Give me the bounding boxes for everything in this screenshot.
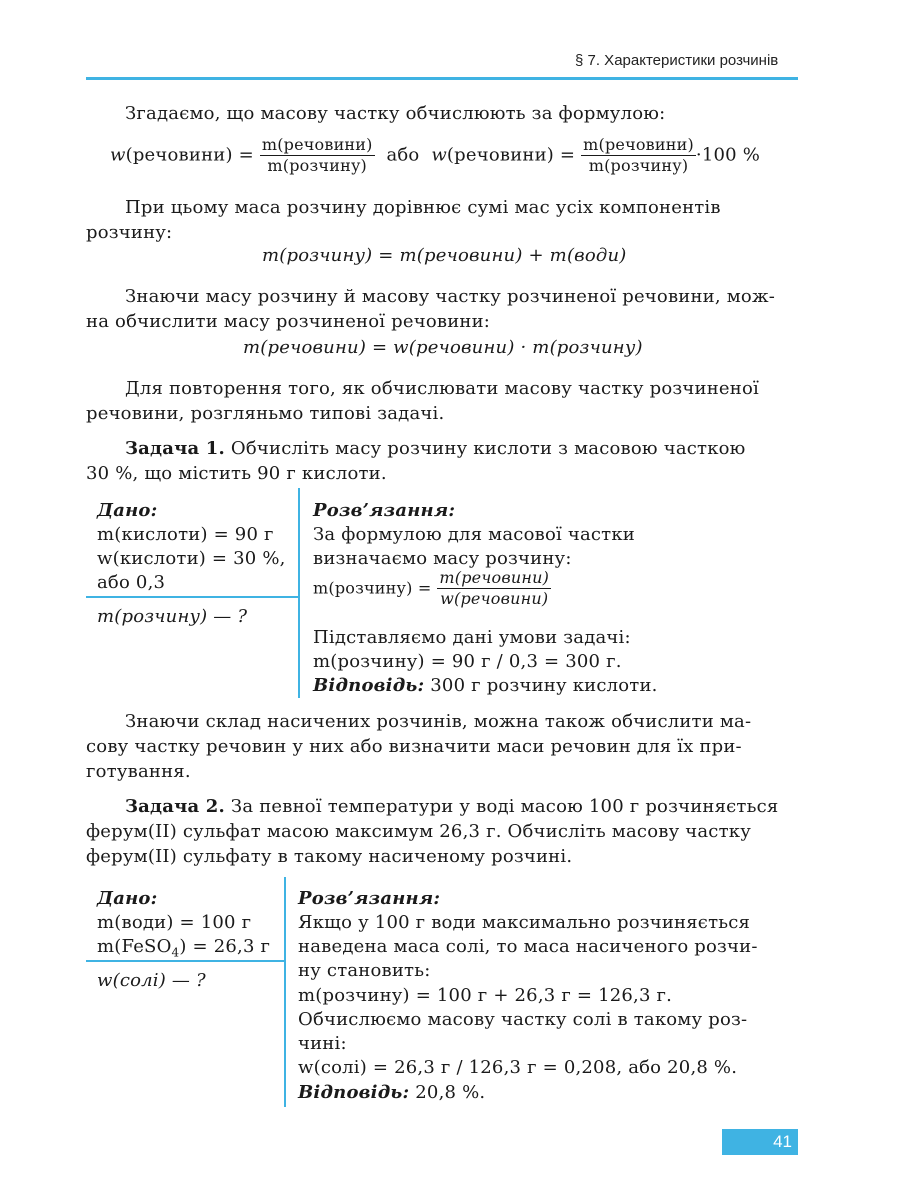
task1-sol-formula: m(розчину) = $\frac{\text{m(речовини)}}{\text{w(речовини)}}$ [313,568,550,608]
task1-solution-label: Розв’язання: [313,500,456,521]
intro-text: Згадаємо, що масову частку обчислюють за формулою: [125,103,666,124]
task2-solution-label: Розв’язання: [298,888,441,909]
para5-line2: сову частку речовин у них або визначити маси речовин для їх при- [86,736,742,757]
task1-column-divider [298,488,300,698]
para2-line2: розчину: [86,222,173,243]
para3-line2: на обчислити масу розчиненої речовини: [86,311,491,332]
task2-sol-4: m(розчину) = 100 г + 26,3 г = 126,3 г. [298,985,673,1006]
para4-line2: речовини, розгляньмо типові задачі. [86,403,445,424]
task2-given-label: Дано: [97,888,158,909]
solution-mass-formula: m(розчину) = m(речовини) + m(води) [262,245,627,266]
solute-mass-formula: m(речовини) = w(речовини) · m(розчину) [243,337,643,358]
task1-given-1: m(кислоти) = 90 г [97,524,274,545]
task2-sol-6: чині: [298,1033,347,1054]
task2-sol-7: w(солі) = 26,3 г / 126,3 г = 0,208, або 20,8 %. [298,1057,738,1078]
mass-fraction-formula: w(речовини) = $\frac{\text{m(речовини)}}{\text{m(розчину)}}$ або w(речовини) = $\frac{\text{m(речовини)}}{\text{m(розчину)}}$ ·100 % [110,135,761,175]
task2-column-divider [284,877,286,1107]
task1-sol-fraction: $\frac{\text{m(речовини)}}{\text{w(речовини)}}$ [439,568,550,608]
task2-given-2: m(FeSO$_4$) = 26,3 г [97,936,271,960]
task1-sol-1: За формулою для масової частки [313,524,635,545]
task2-find: w(солі) — ? [97,970,206,991]
formula-fraction-percent: $\frac{\text{m(речовини)}}{\text{m(розчину)}}$ [583,135,694,175]
para5-line3: готування. [86,761,191,782]
para4-line1: Для повторення того, як обчислювати масову частку розчиненої [125,378,759,399]
page-number: 41 [722,1129,798,1155]
task1-given-2: w(кислоти) = 30 %, [97,548,286,569]
task2-statement-line2: ферум(II) сульфат масою максимум 26,3 г. Обчисліть масову частку [86,821,751,842]
task1-sol-4: m(розчину) = 90 г / 0,3 = 300 г. [313,651,622,672]
formula-fraction: $\frac{\text{m(речовини)}}{\text{m(розчину)}}$ [261,135,373,175]
task1-answer: Відповідь: 300 г розчину кислоти. [313,675,658,696]
task1-find: m(розчину) — ? [97,606,248,627]
task1-sol-3: Підставляємо дані умови задачі: [313,627,631,648]
task1-statement: Задача 1. Обчисліть масу розчину кислоти з масовою часткою [125,438,746,459]
task1-given-label: Дано: [97,500,158,521]
task2-answer: Відповідь: 20,8 %. [298,1082,486,1103]
task1-sol-2: визначаємо масу розчину: [313,548,572,569]
task1-given-divider [86,596,300,598]
task1-statement-line2: 30 %, що містить 90 г кислоти. [86,463,387,484]
task2-sol-2: наведена маса солі, то маса насиченого розчи- [298,936,758,957]
task2-given-1: m(води) = 100 г [97,912,252,933]
task2-sol-1: Якщо у 100 г води максимально розчиняється [298,912,751,933]
task2-sol-3: ну становить: [298,960,431,981]
task1-given-3: або 0,3 [97,572,166,593]
task2-sol-5: Обчислюємо масову частку солі в такому роз- [298,1009,748,1030]
task2-statement-line3: ферум(II) сульфату в такому насиченому розчині. [86,846,573,867]
para3-line1: Знаючи масу розчину й масову частку розчиненої речовини, мож- [125,286,775,307]
para2-line1: При цьому маса розчину дорівнює сумі мас усіх компонентів [125,197,721,218]
running-header: § 7. Характеристики розчинів [575,52,779,69]
header-rule [86,77,798,80]
para5-line1: Знаючи склад насичених розчинів, можна також обчислити ма- [125,711,752,732]
task2-given-divider [86,960,286,962]
task2-statement: Задача 2. За певної температури у воді масою 100 г розчиняється [125,796,779,817]
